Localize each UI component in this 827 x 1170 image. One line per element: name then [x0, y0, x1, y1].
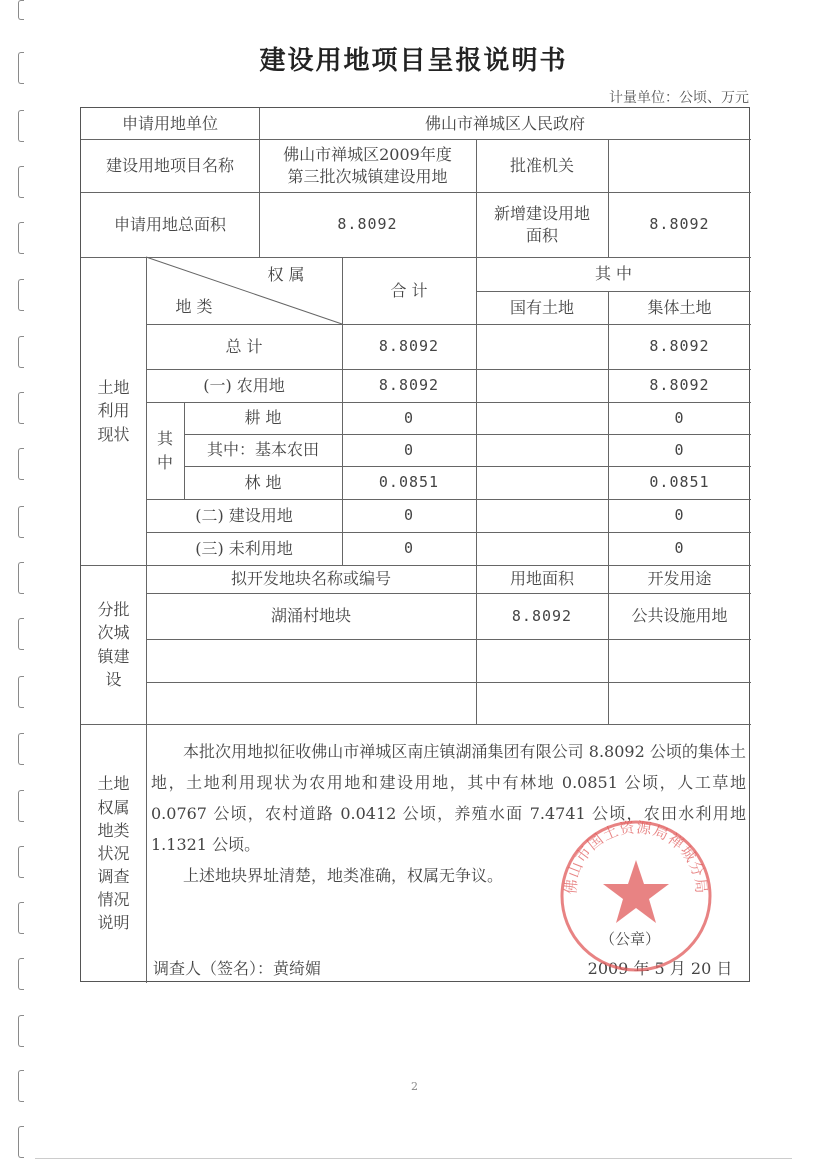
binding-hole: [18, 846, 24, 878]
binding-hole: [18, 562, 24, 594]
rule: [146, 682, 751, 683]
landtype-label: (一) 农用地: [203, 375, 285, 395]
plot-use-cell: 公共设施用地: [631, 606, 728, 626]
survey-date: 2009 年 5 月 20 日: [587, 959, 733, 979]
page-bottom-rule: [35, 1158, 792, 1159]
total-cell: 0: [403, 539, 415, 558]
official-seal: [556, 816, 716, 976]
survey-paragraph: 本批次用地拟征收佛山市禅城区南庄镇湖涌集团有限公司 8.8092 公顷的集体土地，土地利用现状为农用地和建设用地，其中有林地 0.0851 公顷，人工草地 0.0767 公顷，农村道路 0.0412 公顷，养殖水面 7.4741 公顷，农田水利用地 1.1321 公顷。: [151, 742, 746, 854]
binding-hole: [18, 1070, 24, 1102]
header-landtype: 地 类: [175, 297, 213, 317]
binding-hole: [18, 110, 24, 142]
total-cell: 8.8092: [378, 376, 440, 395]
landtype-label: (三) 未利用地: [195, 538, 293, 558]
batch-section-label: 分批 次城 镇建 设: [97, 600, 130, 689]
header-plot-use: 开发用途: [647, 569, 712, 589]
state-cell: [476, 402, 608, 434]
state-cell: [476, 434, 608, 466]
state-cell: [476, 369, 608, 402]
binding-hole: [18, 676, 24, 708]
binding-hole: [18, 166, 24, 198]
binding-hole: [18, 392, 24, 424]
applicant-label: 申请用地单位: [121, 113, 218, 133]
total-area-label: 申请用地总面积: [113, 214, 226, 234]
landtype-label: 耕 地: [244, 408, 282, 428]
state-cell: [476, 324, 608, 369]
survey-section-label: 土地 权属 地类 状况 调查 情况 说明: [97, 774, 130, 933]
survey-paragraph: 上述地块界址清楚，地类准确，权属无争议。: [183, 866, 504, 885]
binding-hole: [18, 0, 24, 20]
measurement-unit: 计量单位：公顷、万元: [609, 90, 749, 106]
binding-hole: [18, 1126, 24, 1158]
seal-graphic: [556, 816, 716, 976]
binding-hole: [18, 618, 24, 650]
collective-cell: 0: [674, 408, 685, 427]
header-plot-name: 拟开发地块名称或编号: [230, 569, 391, 589]
plot-name-cell: 湖涌村地块: [270, 606, 351, 626]
binding-hole: [18, 448, 24, 480]
project-name-value: 佛山市禅城区2009年度 第三批次城镇建设用地: [283, 144, 452, 186]
total-cell: 0: [403, 440, 415, 459]
binding-hole: [18, 958, 24, 990]
landtype-label: 林 地: [244, 472, 282, 492]
collective-cell: 0: [674, 539, 685, 558]
binding-hole: [18, 222, 24, 254]
total-cell: 0.0851: [378, 473, 440, 492]
collective-cell: 0: [674, 506, 685, 525]
new-construction-area-value: 8.8092: [649, 215, 710, 234]
surveyor-signature: 调查人（签名）：黄绮媚: [153, 959, 322, 979]
document-title: 建设用地项目呈报说明书: [259, 46, 568, 76]
total-cell: 0: [403, 506, 415, 525]
approval-authority-value: [608, 139, 751, 192]
header-ownership: 权 属: [267, 265, 305, 285]
plot-area-cell: 8.8092: [511, 606, 573, 625]
collective-cell: 8.8092: [649, 376, 710, 395]
header-among: 其 中: [594, 264, 633, 284]
page-number: 2: [411, 1080, 418, 1093]
among-side-label: 其 中: [156, 429, 173, 472]
binding-hole: [18, 506, 24, 538]
state-cell: [476, 466, 608, 499]
total-area-value: 8.8092: [337, 215, 398, 234]
state-cell: [476, 499, 608, 532]
binding-hole: [18, 790, 24, 822]
seal-caption: （公章）: [599, 929, 660, 948]
landtype-label: 总 计: [225, 336, 263, 356]
collective-cell: 0: [674, 440, 685, 459]
binding-hole: [18, 733, 24, 765]
landtype-label: (二) 建设用地: [195, 505, 293, 525]
approval-authority-label: 批准机关: [509, 155, 574, 175]
binding-hole: [18, 336, 24, 368]
project-name-label: 建设用地项目名称: [105, 155, 234, 175]
seal-text: 佛山市国土资源局禅城分局: [561, 818, 711, 896]
rule: [146, 639, 751, 640]
total-cell: 0: [403, 408, 415, 427]
star-icon: [603, 860, 669, 923]
landtype-label: 其中：基本农田: [206, 440, 319, 460]
binding-hole: [18, 279, 24, 311]
header-state-owned: 国有土地: [509, 297, 574, 317]
applicant-value: 佛山市禅城区人民政府: [424, 113, 585, 133]
binding-hole: [18, 902, 24, 934]
header-total: 合 计: [390, 280, 428, 300]
collective-cell: 8.8092: [649, 337, 710, 356]
total-cell: 8.8092: [378, 337, 440, 356]
land-status-section-label: 土地 利用 现状: [97, 378, 130, 444]
header-collective: 集体土地: [647, 297, 712, 317]
header-plot-area: 用地面积: [509, 569, 574, 589]
state-cell: [476, 532, 608, 565]
new-construction-area-label: 新增建设用地 面积: [493, 203, 590, 245]
collective-cell: 0.0851: [649, 473, 710, 492]
rule: [81, 724, 751, 725]
binding-hole: [18, 1015, 24, 1047]
